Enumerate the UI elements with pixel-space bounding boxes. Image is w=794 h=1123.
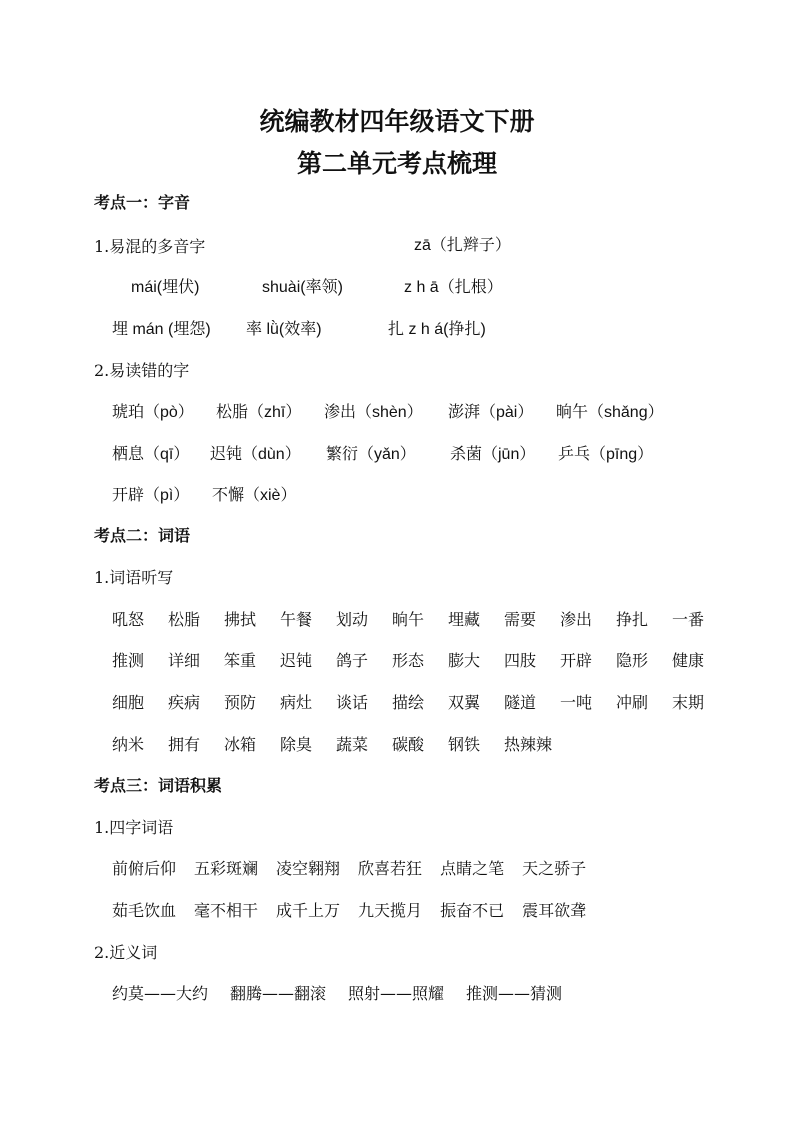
list-item: 毫不相干	[194, 901, 259, 920]
list-item: 杀菌（jūn）	[450, 446, 536, 463]
list-item: 隐形	[616, 651, 649, 670]
list-item: 成千上万	[276, 901, 341, 920]
vocab-row-2	[112, 648, 728, 671]
list-item: 琥珀（pò）	[112, 404, 194, 421]
subheading-polyphones: 1.易混的多音字	[94, 237, 206, 256]
list-item: 前俯后仰	[112, 859, 177, 878]
list-item: 点睛之笔	[440, 859, 505, 878]
list-item: 除臭	[280, 735, 313, 754]
list-item: 迟钝（dùn）	[210, 446, 301, 463]
vocab-row-3	[112, 690, 728, 713]
list-item: 需要	[504, 610, 537, 629]
list-item: 松脂	[168, 610, 201, 629]
list-item: 冲刷	[616, 693, 649, 712]
list-item: 九天揽月	[358, 901, 423, 920]
polyphone-zha-zheng: 扎 z h á(挣扎)	[388, 321, 486, 338]
idiom-row-1	[112, 856, 604, 879]
list-item: 迟钝	[280, 651, 313, 670]
polyphone-za: zā（扎辫子）	[414, 237, 511, 254]
list-item: 冰箱	[224, 735, 257, 754]
list-item: 凌空翱翔	[276, 859, 341, 878]
list-item: 埋藏	[448, 610, 481, 629]
idiom-row-2	[112, 898, 604, 921]
section-heading-1: 考点一：字音	[94, 193, 191, 212]
list-item: 疾病	[168, 693, 201, 712]
list-item: 振奋不已	[440, 901, 505, 920]
list-item: 划动	[336, 610, 369, 629]
section-heading-3: 考点三：词语积累	[94, 776, 223, 795]
list-item: 翻腾——翻滚	[230, 984, 327, 1003]
list-item: 午餐	[280, 610, 313, 629]
list-item: 不懈（xiè）	[212, 487, 297, 504]
polyphone-shuai: shuài(率领)	[262, 279, 343, 296]
list-item: 乒乓（pīng）	[558, 446, 654, 463]
list-item: 渗出	[560, 610, 593, 629]
list-item: 松脂（zhī）	[216, 404, 302, 421]
list-item: 吼怒	[112, 610, 145, 629]
subheading-idioms: 1.四字词语	[94, 818, 174, 837]
section-heading-2: 考点二：词语	[94, 526, 191, 545]
list-item: 一番	[672, 610, 705, 629]
list-item: 茹毛饮血	[112, 901, 177, 920]
list-item: 蔬菜	[336, 735, 369, 754]
list-item: 晌午（shǎng）	[556, 404, 664, 421]
list-item: 震耳欲聋	[522, 901, 587, 920]
list-item: 开辟（pì）	[112, 487, 190, 504]
list-item: 细胞	[112, 693, 145, 712]
list-item: 健康	[672, 651, 705, 670]
misread-row-1	[112, 399, 664, 422]
list-item: 约莫——大约	[112, 984, 209, 1003]
list-item: 膨大	[448, 651, 481, 670]
polyphone-mai: mái(埋伏)	[131, 279, 200, 296]
list-item: 推测	[112, 651, 145, 670]
polyphone-man: 埋 mán (埋怨)	[112, 321, 211, 338]
list-item: 照射——照耀	[348, 984, 445, 1003]
list-item: 预防	[224, 693, 257, 712]
list-item: 双翼	[448, 693, 481, 712]
list-item: 详细	[168, 651, 201, 670]
polyphone-lv: 率 lǜ(效率)	[246, 321, 322, 338]
list-item: 拂拭	[224, 610, 257, 629]
misread-row-3	[112, 482, 296, 505]
list-item: 病灶	[280, 693, 313, 712]
list-item: 描绘	[392, 693, 425, 712]
document-title: 统编教材四年级语文下册	[259, 107, 535, 136]
vocab-row-4	[112, 732, 574, 755]
subheading-synonyms: 2.近义词	[94, 943, 158, 962]
list-item: 挣扎	[616, 610, 649, 629]
list-item: 末期	[672, 693, 705, 712]
list-item: 笨重	[224, 651, 257, 670]
list-item: 澎湃（pài）	[448, 404, 534, 421]
list-item: 晌午	[392, 610, 425, 629]
list-item: 天之骄子	[522, 859, 587, 878]
list-item: 繁衍（yǎn）	[326, 446, 416, 463]
misread-row-2	[112, 441, 653, 464]
list-item: 形态	[392, 651, 425, 670]
list-item: 四肢	[504, 651, 537, 670]
list-item: 谈话	[336, 693, 369, 712]
document-subtitle: 第二单元考点梳理	[296, 149, 497, 178]
list-item: 一吨	[560, 693, 593, 712]
list-item: 纳米	[112, 735, 145, 754]
list-item: 栖息（qī）	[112, 446, 190, 463]
list-item: 开辟	[560, 651, 593, 670]
list-item: 拥有	[168, 735, 201, 754]
synonym-row	[112, 981, 584, 1004]
list-item: 钢铁	[448, 735, 481, 754]
list-item: 隧道	[504, 693, 537, 712]
list-item: 碳酸	[392, 735, 425, 754]
subheading-misread: 2.易读错的字	[94, 361, 190, 380]
list-item: 五彩斑斓	[194, 859, 259, 878]
subheading-dictation: 1.词语听写	[94, 568, 174, 587]
list-item: 渗出（shèn）	[324, 404, 423, 421]
list-item: 推测——猜测	[466, 984, 563, 1003]
vocab-row-1	[112, 607, 728, 630]
polyphone-zha-gen: z h ā（扎根）	[404, 279, 503, 296]
list-item: 欣喜若狂	[358, 859, 423, 878]
list-item: 热辣辣	[504, 735, 553, 754]
list-item: 鸽子	[336, 651, 369, 670]
